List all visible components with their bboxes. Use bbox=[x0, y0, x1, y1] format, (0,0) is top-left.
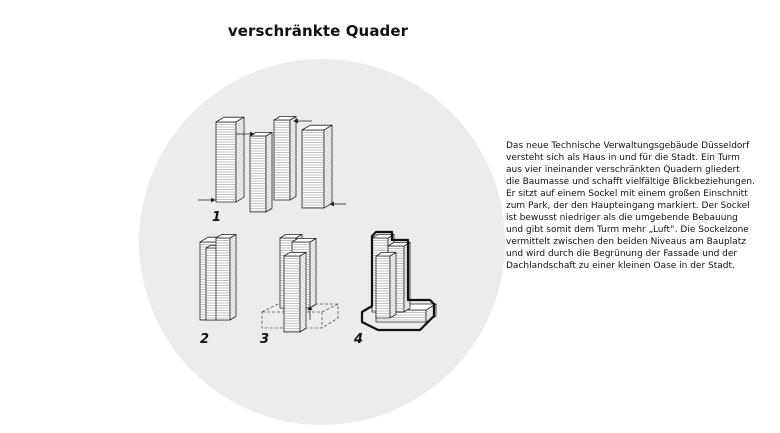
description-line: ist bewusst niedriger als die umgebende Bebauung bbox=[506, 213, 738, 223]
description-line: versteht sich als Haus in und für die Stadt. Ein Turm bbox=[506, 153, 740, 163]
description-line: die Baumasse und schafft vielfältige Blickbeziehungen. bbox=[506, 177, 755, 187]
volume-box bbox=[302, 125, 332, 208]
description-line: vermittelt zwischen den beiden Niveaus am Bauplatz bbox=[506, 237, 746, 247]
step-label-1: 1 bbox=[212, 210, 222, 225]
volume-box bbox=[216, 117, 244, 202]
description-line: Dachlandschaft zu einer kleinen Oase in der Stadt. bbox=[506, 261, 735, 271]
description-line: und wird durch die Begrünung der Fassade und der bbox=[506, 249, 738, 259]
description-line: und gibt somit dem Turm mehr „Luft“. Die Sockelzone bbox=[506, 225, 749, 235]
volume-box bbox=[274, 116, 296, 200]
volume-box bbox=[284, 252, 306, 332]
description-line: Er sitzt auf einem Sockel mit einem großen Einschnitt bbox=[506, 189, 748, 199]
step-label-4: 4 bbox=[354, 332, 364, 347]
step-label-3: 3 bbox=[260, 332, 270, 347]
description-line: aus vier ineinander verschränkten Quadern gliedert bbox=[506, 165, 740, 175]
volume-box bbox=[216, 234, 236, 320]
description-line: Das neue Technische Verwaltungsgebäude Düsseldorf bbox=[506, 141, 750, 151]
step-label-2: 2 bbox=[200, 332, 210, 347]
volume-box bbox=[250, 132, 272, 212]
diagram-title: verschränkte Quader bbox=[227, 22, 409, 40]
volume-box bbox=[376, 252, 396, 318]
description-line: zum Park, der den Haupteingang markiert. Der Sockel bbox=[506, 201, 750, 211]
background-circle bbox=[139, 59, 505, 425]
project-description bbox=[506, 140, 776, 272]
